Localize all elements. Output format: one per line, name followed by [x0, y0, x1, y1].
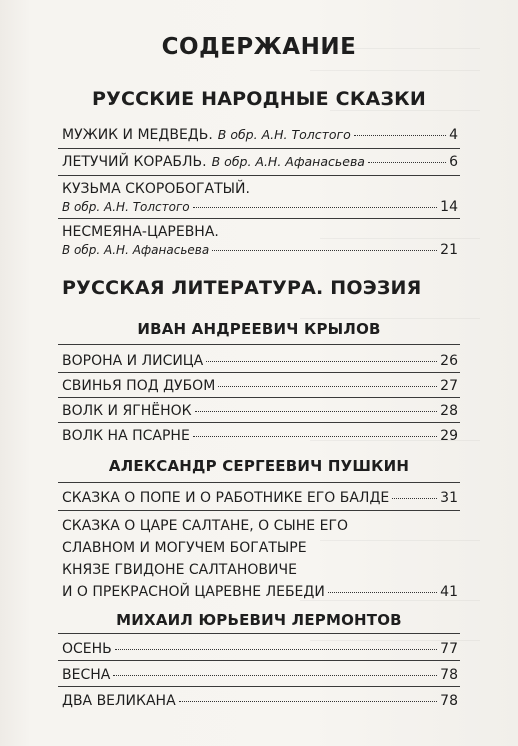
leader-dots — [115, 649, 437, 650]
toc-entry[interactable] — [62, 402, 458, 420]
entry-title: КУЗЬМА СКОРОБОГАТЫЙ. — [62, 181, 250, 197]
entry-page: 41 — [440, 584, 458, 600]
toc-entry[interactable] — [62, 427, 458, 445]
author-heading-pushkin: АЛЕКСАНДР СЕРГЕЕВИЧ ПУШКИН — [108, 457, 410, 475]
toc-entry[interactable] — [62, 666, 458, 684]
divider — [58, 218, 460, 219]
divider — [58, 397, 460, 398]
toc-entry[interactable] — [62, 692, 458, 710]
leader-dots — [179, 701, 438, 702]
entry-page: 28 — [440, 403, 458, 419]
entry-title-line: И О ПРЕКРАСНОЙ ЦАРЕВНЕ ЛЕБЕДИ — [62, 584, 325, 600]
divider — [58, 510, 460, 511]
toc-entry[interactable] — [62, 153, 458, 171]
entry-source: В обр. А.Н. Толстого — [62, 200, 190, 214]
entry-title: ВОЛК НА ПСАРНЕ — [62, 428, 190, 444]
entry-title: ВОЛК И ЯГНЁНОК — [62, 403, 192, 419]
entry-title: СВИНЬЯ ПОД ДУБОМ — [62, 378, 216, 394]
divider — [58, 148, 460, 149]
entry-title-line: КНЯЗЕ ГВИДОНЕ САЛТАНОВИЧЕ — [62, 562, 297, 578]
entry-page: 14 — [440, 199, 458, 215]
entry-title: ОСЕНЬ — [62, 641, 112, 657]
entry-title: НЕСМЕЯНА-ЦАРЕВНА. — [62, 224, 219, 240]
divider — [58, 686, 460, 687]
entry-title-line: СЛАВНОМ И МОГУЧЕМ БОГАТЫРЕ — [62, 540, 307, 556]
author-heading-lermontov: МИХАИЛ ЮРЬЕВИЧ ЛЕРМОНТОВ — [116, 611, 402, 629]
leader-dots — [392, 498, 437, 499]
toc-entry[interactable] — [62, 126, 458, 144]
entry-source: В обр. А.Н. Афанасьева — [211, 154, 365, 169]
toc-entry[interactable] — [62, 377, 458, 395]
entry-page: 27 — [440, 378, 458, 394]
entry-page: 78 — [440, 693, 458, 709]
divider — [58, 175, 460, 176]
toc-entry[interactable] — [62, 352, 458, 370]
entry-page: 31 — [440, 490, 458, 506]
entry-title: ВЕСНА — [62, 667, 111, 683]
page-title: СОДЕРЖАНИЕ — [161, 34, 357, 60]
entry-title: СКАЗКА О ПОПЕ И О РАБОТНИКЕ ЕГО БАЛДЕ — [62, 490, 390, 506]
leader-dots — [206, 361, 437, 362]
toc-entry[interactable] — [62, 640, 458, 658]
leader-dots — [368, 162, 446, 163]
divider — [58, 482, 460, 483]
divider — [58, 344, 460, 345]
toc-entry[interactable] — [62, 223, 458, 259]
entry-source: В обр. А.Н. Толстого — [217, 127, 351, 142]
leader-dots — [193, 436, 437, 437]
entry-title: ЛЕТУЧИЙ КОРАБЛЬ. — [62, 154, 207, 170]
author-heading-krylov: ИВАН АНДРЕЕВИЧ КРЫЛОВ — [137, 320, 381, 338]
divider — [58, 633, 460, 634]
entry-page: 77 — [440, 641, 458, 657]
leader-dots — [193, 207, 438, 208]
divider — [58, 372, 460, 373]
entry-page: 78 — [440, 667, 458, 683]
entry-source: В обр. А.Н. Афанасьева — [62, 243, 210, 257]
leader-dots — [354, 135, 446, 136]
section-heading-folk: РУССКИЕ НАРОДНЫЕ СКАЗКИ — [92, 88, 426, 110]
divider — [58, 660, 460, 661]
entry-title-line: СКАЗКА О ЦАРЕ САЛТАНЕ, О СЫНЕ ЕГО — [62, 518, 348, 534]
leader-dots — [328, 592, 437, 593]
entry-title: ДВА ВЕЛИКАНА — [62, 693, 176, 709]
entry-page: 21 — [440, 242, 458, 258]
toc-entry[interactable] — [62, 180, 458, 216]
entry-page: 26 — [440, 353, 458, 369]
toc-entry[interactable] — [62, 515, 458, 603]
leader-dots — [212, 250, 437, 251]
leader-dots — [195, 411, 438, 412]
entry-page: 29 — [440, 428, 458, 444]
section-heading-literature: РУССКАЯ ЛИТЕРАТУРА. ПОЭЗИЯ — [62, 277, 422, 299]
leader-dots — [218, 386, 437, 387]
entry-page: 4 — [449, 127, 458, 143]
divider — [58, 422, 460, 423]
entry-page: 6 — [449, 154, 458, 170]
entry-title: МУЖИК И МЕДВЕДЬ. — [62, 127, 213, 143]
entry-title: ВОРОНА И ЛИСИЦА — [62, 353, 204, 369]
leader-dots — [113, 675, 437, 676]
toc-entry[interactable] — [62, 489, 458, 507]
